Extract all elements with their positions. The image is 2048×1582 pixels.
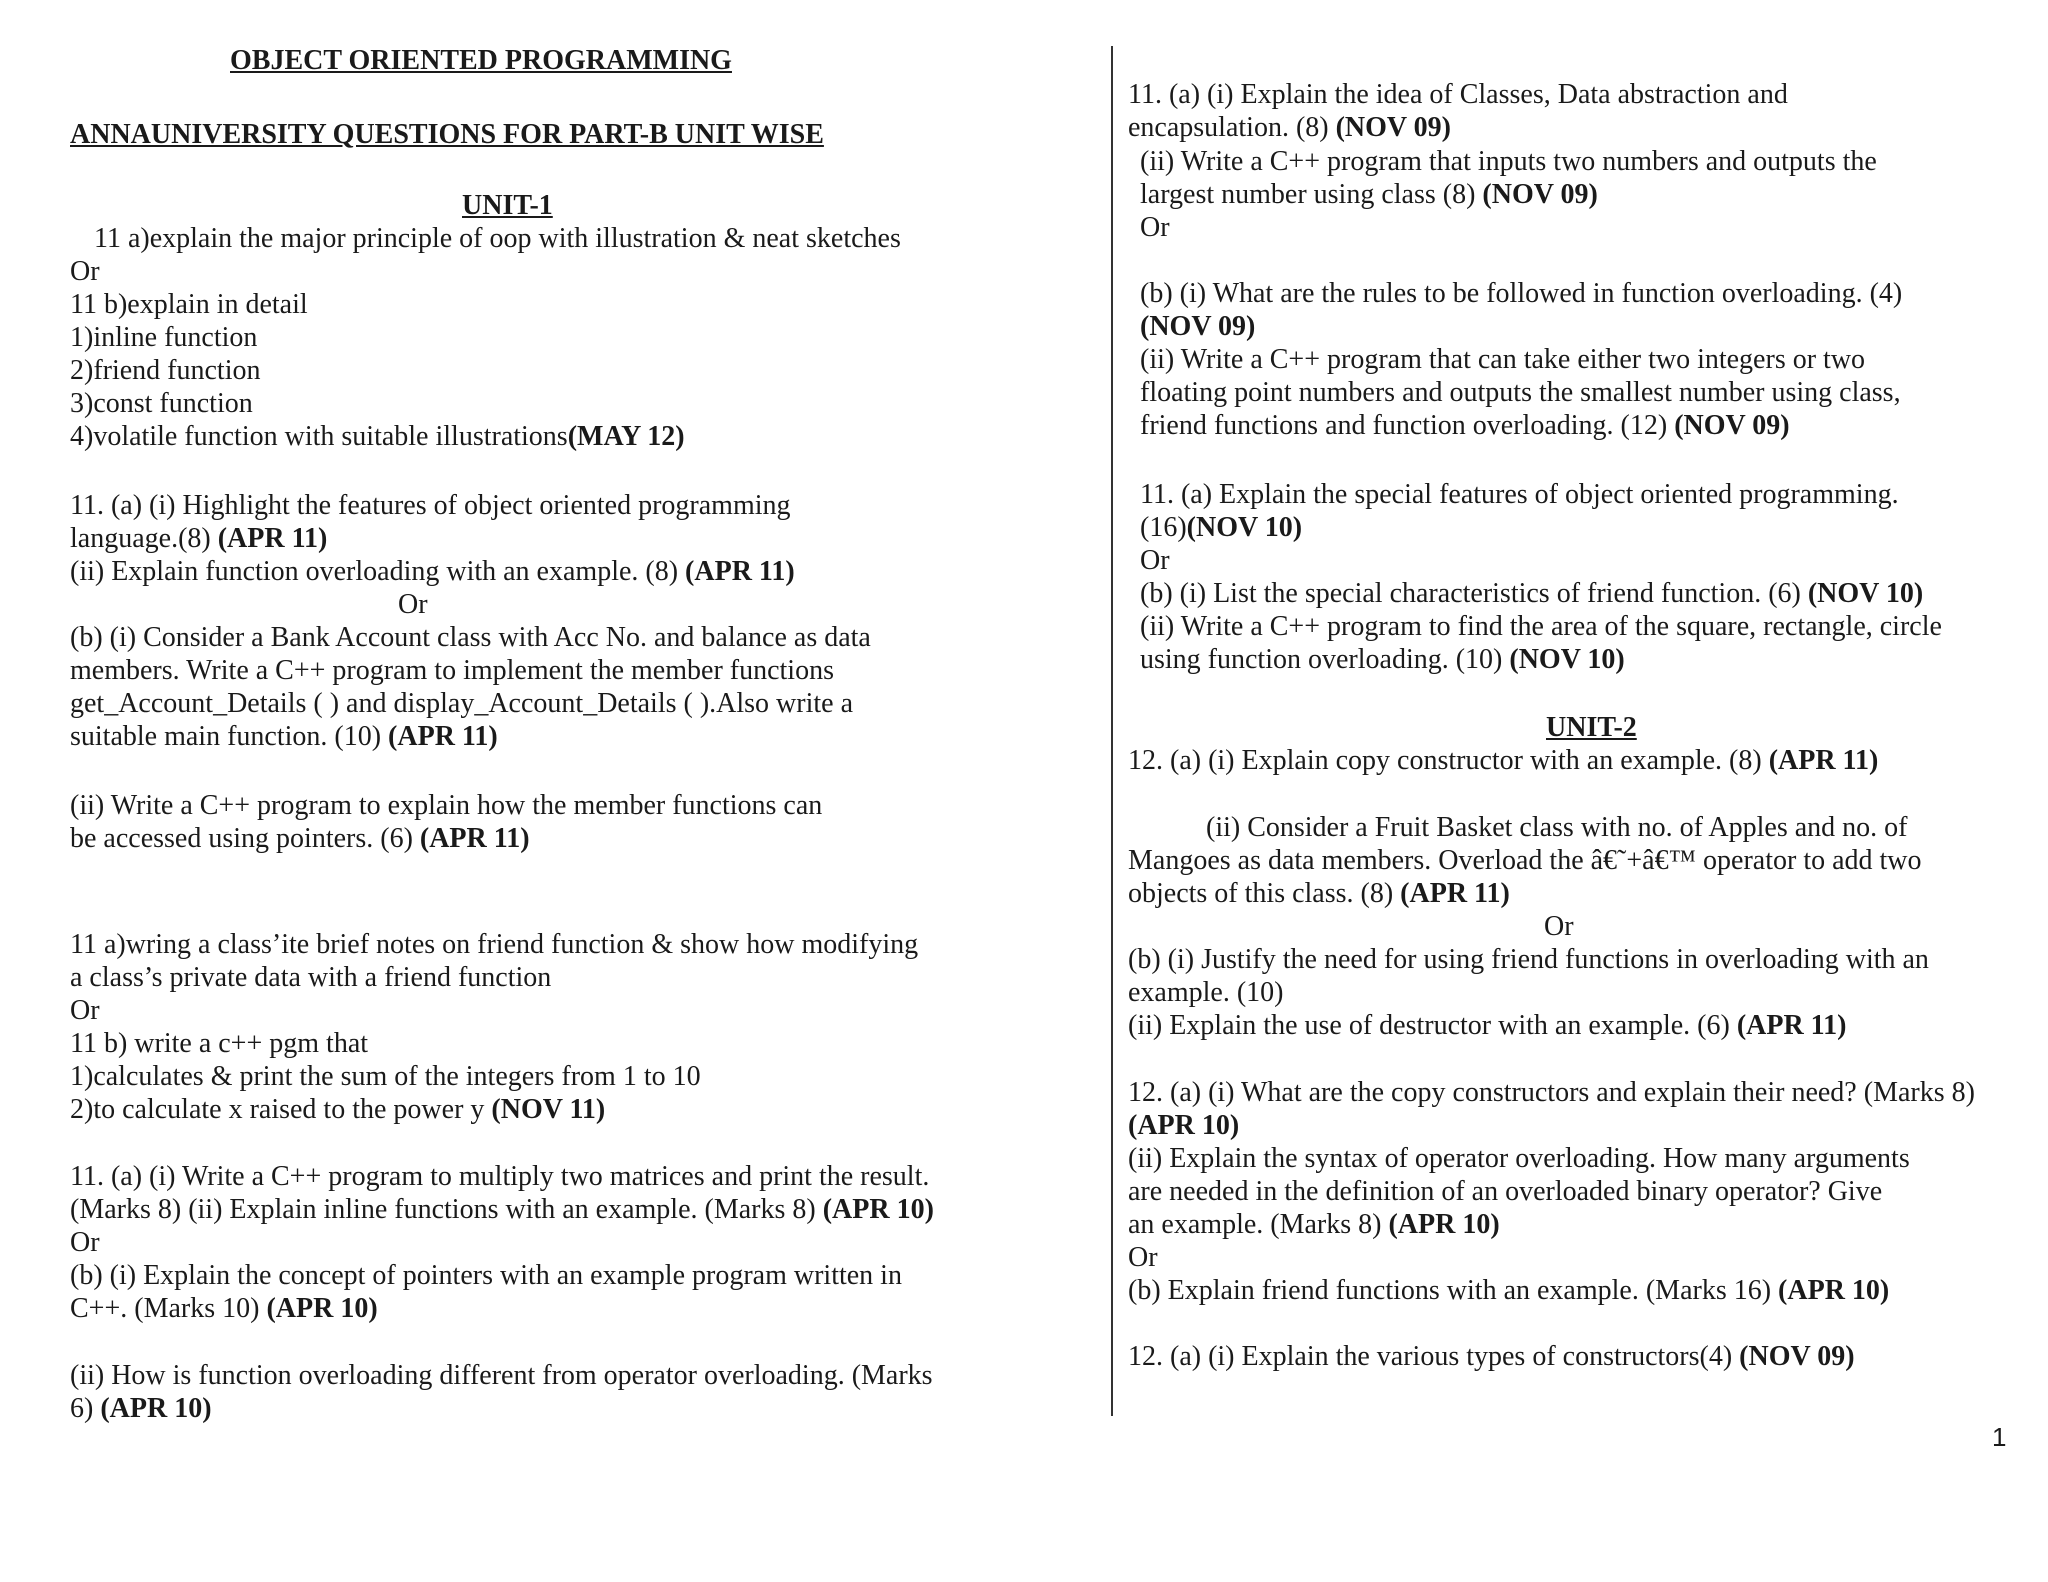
text-line: 11 a)explain the major principle of oop with illustration & neat sketches	[94, 223, 901, 254]
text-line: (ii) How is function overloading different from operator overloading. (Marks	[70, 1360, 933, 1391]
text-line: Mangoes as data members. Overload the â€˜+â€™ operator to add two	[1128, 845, 1922, 876]
text-line: 11 a)wring a class’ite brief notes on friend function & show how modifying	[70, 929, 919, 960]
text-line: 11 b) write a c++ pgm that	[70, 1028, 369, 1059]
exam-date: (APR 11)	[1736, 1010, 1847, 1041]
text-line: (ii) Explain the syntax of operator overloading. How many arguments	[1128, 1143, 1910, 1174]
text-line: 11. (a) (i) Explain the idea of Classes, Data abstraction and	[1128, 79, 1788, 110]
text-line: floating point numbers and outputs the smallest number using class,	[1140, 377, 1901, 408]
exam-date: (NOV 09)	[1739, 1341, 1855, 1372]
text-line: 1)inline function	[70, 322, 258, 353]
exam-date: (APR 11)	[1768, 745, 1879, 776]
exam-date: (APR 11)	[217, 523, 328, 554]
text-line: (Marks 8) (ii) Explain inline functions with an example. (Marks 8) (APR 10)	[70, 1194, 934, 1225]
text-line: Or	[1140, 545, 1170, 576]
text-line: (b) Explain friend functions with an example. (Marks 16) (APR 10)	[1128, 1275, 1890, 1306]
document-title: OBJECT ORIENTED PROGRAMMING	[230, 45, 732, 76]
text-line: (ii) Write a C++ program to explain how the member functions can	[70, 790, 823, 821]
text-line: objects of this class. (8) (APR 11)	[1128, 878, 1510, 909]
exam-date: (APR 10)	[1778, 1275, 1890, 1306]
column-divider	[1111, 46, 1113, 1416]
text-line: suitable main function. (10) (APR 11)	[70, 721, 498, 752]
text-line: (ii) Consider a Fruit Basket class with no. of Apples and no. of	[1206, 812, 1908, 843]
unit-1-heading: UNIT-1	[462, 190, 553, 221]
text-line: 2)to calculate x raised to the power y (NOV 11)	[70, 1094, 606, 1125]
exam-date: (NOV 10)	[1186, 512, 1303, 543]
text-line: an example. (Marks 8) (APR 10)	[1128, 1209, 1500, 1240]
text-line: (b) (i) Explain the concept of pointers with an example program written in	[70, 1260, 902, 1291]
exam-date: (NOV 09)	[1140, 311, 1256, 342]
text-line: 3)const function	[70, 388, 253, 419]
text-line: Or	[1140, 212, 1170, 243]
text-line: are needed in the definition of an overloaded binary operator? Give	[1128, 1176, 1883, 1207]
text-line: (ii) Explain function overloading with an example. (8) (APR 11)	[70, 556, 795, 587]
exam-date: (NOV 10)	[1509, 644, 1625, 675]
text-line: encapsulation. (8) (NOV 09)	[1128, 112, 1451, 143]
text-line	[1128, 1109, 1239, 1142]
text-line: members. Write a C++ program to implement the member functions	[70, 655, 834, 686]
text-line: 11. (a) (i) Highlight the features of object oriented programming	[70, 490, 791, 521]
exam-date: (APR 11)	[419, 823, 530, 854]
text-line: 12. (a) (i) Explain the various types of constructors(4) (NOV 09)	[1128, 1341, 1855, 1372]
text-line: 2)friend function	[70, 355, 261, 386]
text-line: a class’s private data with a friend function	[70, 962, 552, 993]
page-number: 1	[1992, 1422, 2007, 1452]
text-line: using function overloading. (10) (NOV 10)	[1140, 644, 1625, 675]
text-line: 4)volatile function with suitable illustrations(MAY 12)	[70, 421, 685, 452]
text-line: 11 b)explain in detail	[70, 289, 308, 320]
exam-date: (APR 11)	[1400, 878, 1510, 909]
text-line	[1140, 310, 1255, 343]
text-line: be accessed using pointers. (6) (APR 11)	[70, 823, 530, 854]
text-line: (ii) Write a C++ program that inputs two numbers and outputs the	[1140, 146, 1877, 177]
text-line: Or	[398, 589, 428, 620]
exam-date: (APR 10)	[822, 1194, 934, 1225]
exam-date: (APR 11)	[685, 556, 795, 587]
text-line: (b) (i) What are the rules to be followed in function overloading. (4)	[1140, 278, 1903, 309]
exam-date: (NOV 11)	[491, 1094, 606, 1125]
text-line: (b) (i) Justify the need for using friend functions in overloading with an	[1128, 944, 1929, 975]
text-line: 6) (APR 10)	[70, 1393, 212, 1424]
text-line: (16)(NOV 10)	[1140, 512, 1303, 543]
text-line: friend functions and function overloading. (12) (NOV 09)	[1140, 410, 1790, 441]
text-line: largest number using class (8) (NOV 09)	[1140, 179, 1598, 210]
document-subtitle: ANNAUNIVERSITY QUESTIONS FOR PART-B UNIT WISE	[70, 119, 824, 150]
text-line: example. (10)	[1128, 977, 1284, 1008]
text-line: (ii) Write a C++ program that can take either two integers or two	[1140, 344, 1866, 375]
exam-date: (NOV 09)	[1482, 179, 1598, 210]
text-line: Or	[70, 1227, 100, 1258]
exam-date: (APR 11)	[388, 721, 498, 752]
text-line: (ii) Explain the use of destructor with an example. (6) (APR 11)	[1128, 1010, 1847, 1041]
text-line: Or	[70, 995, 100, 1026]
text-line: get_Account_Details ( ) and display_Account_Details ( ).Also write a	[70, 688, 854, 719]
text-line: 1)calculates & print the sum of the integers from 1 to 10	[70, 1061, 701, 1092]
text-line: 11. (a) Explain the special features of object oriented programming.	[1140, 479, 1899, 510]
text-line: 12. (a) (i) Explain copy constructor with an example. (8) (APR 11)	[1128, 745, 1879, 776]
text-line: C++. (Marks 10) (APR 10)	[70, 1293, 378, 1324]
exam-date: (MAY 12)	[567, 421, 685, 452]
text-line: Or	[1128, 1242, 1158, 1273]
text-line: (b) (i) List the special characteristics of friend function. (6) (NOV 10)	[1140, 578, 1924, 609]
exam-date: (NOV 09)	[1335, 112, 1451, 143]
text-line: Or	[70, 256, 100, 287]
exam-date: (NOV 09)	[1674, 410, 1790, 441]
exam-date: (NOV 10)	[1807, 578, 1924, 609]
text-line: (ii) Write a C++ program to find the area of the square, rectangle, circle	[1140, 611, 1942, 642]
exam-date: (APR 10)	[266, 1293, 378, 1324]
unit-2-heading: UNIT-2	[1546, 712, 1637, 743]
exam-date: (APR 10)	[1128, 1110, 1240, 1141]
text-line: 12. (a) (i) What are the copy constructors and explain their need? (Marks 8)	[1128, 1077, 1975, 1108]
text-line: language.(8) (APR 11)	[70, 523, 328, 554]
exam-date: (APR 10)	[1388, 1209, 1500, 1240]
text-line: (b) (i) Consider a Bank Account class with Acc No. and balance as data	[70, 622, 871, 653]
text-line: 11. (a) (i) Write a C++ program to multiply two matrices and print the result.	[70, 1161, 930, 1192]
exam-date: (APR 10)	[100, 1393, 212, 1424]
text-line: Or	[1544, 911, 1574, 942]
